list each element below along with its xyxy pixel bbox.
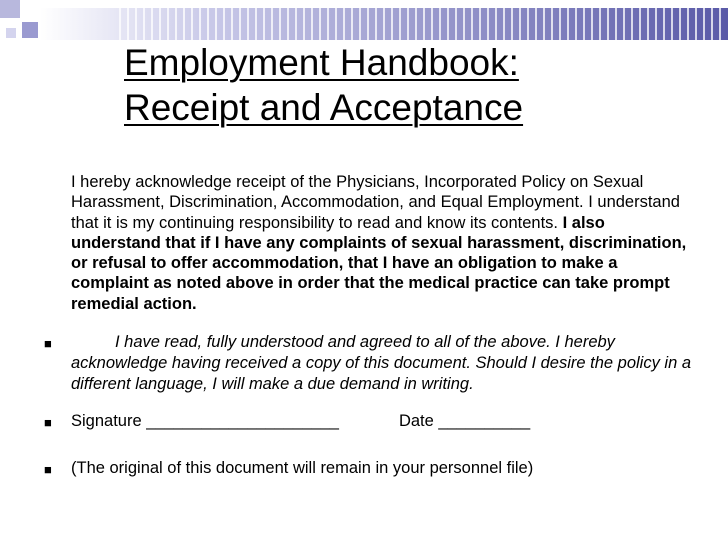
bullet-marker: ■ — [44, 415, 52, 430]
title-line-1: Employment Handbook: — [124, 42, 519, 83]
paragraph-normal-text: I hereby acknowledge receipt of the Physicians, Incorporated Policy on Sexual Harassment, Discrimination, Accommodation, and Equal Employment. I understand that it is my continuing responsibility to read and know its contents. — [71, 173, 680, 232]
bullet-file-note: (The original of this document will remain in your personnel file) — [71, 459, 534, 477]
agreement-text: I have read, fully understood and agreed to all of the above. I hereby acknowledge having received a copy of this document. Should I desire the policy in a different language, I will make a due demand in writing. — [71, 333, 692, 393]
title-line-2: Receipt and Acceptance — [124, 87, 524, 128]
paragraph-bold-text: I also understand that if I have any complaints of sexual harassment, discrimination, or refusal to offer accommodation, that I have an obligation to make a complaint as noted above in order that the medical practice can take prompt remedial action. — [71, 213, 687, 313]
acknowledgment-paragraph — [71, 172, 696, 314]
bullet-signature — [71, 411, 701, 432]
slide-title — [124, 40, 684, 130]
bullet-marker: ■ — [44, 462, 52, 477]
signature-line: Signature _____________________ — [71, 412, 339, 430]
bullet-agreement — [71, 332, 701, 395]
bullet-marker: ■ — [44, 336, 52, 351]
date-line: Date __________ — [398, 412, 531, 430]
